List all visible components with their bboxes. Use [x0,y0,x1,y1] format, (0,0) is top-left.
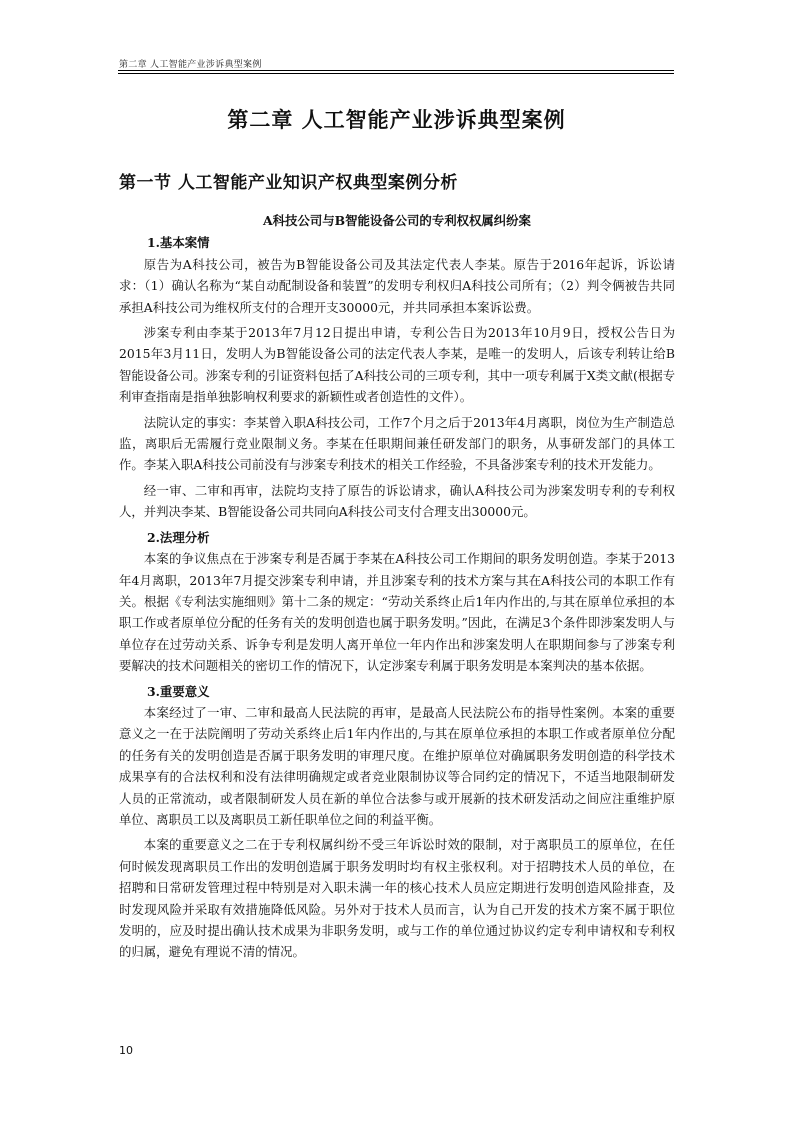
body-content [119,210,675,967]
case-title: A科技公司与B智能设备公司的专利权权属纠纷案 [263,213,531,228]
subheading-basic-facts: 1.基本案情 [147,235,210,251]
paragraph: 本案的争议焦点在于涉案专利是否属于李某在A科技公司工作期间的职务发明创造。李某于2013年4月离职，2013年7月提交涉案专利申请，并且涉案专利的技术方案与其在A科技公司的本职工作有关。根据《专利法实施细则》第十二条的规定：“劳动关系终止后1年内作出的,与其在原单位承担的本职工作或者原单位分配的任务有关的发明创造也属于职务发明。”因此，在满足3个条件即涉案发明人与单位存在过劳动关系、诉争专利是发明人离开单位一年内作出和涉案发明人在职期间参与了涉案专利要解决的技术问题相关的密切工作的情况下，认定涉案专利属于职务发明是本案判决的基本依据。 [119,551,675,674]
paragraph: 法院认定的事实：李某曾入职A科技公司，工作7个月之后于2013年4月离职，岗位为生产制造总监，离职后无需履行竞业限制义务。李某在任职期间兼任研发部门的职务，从事研发部门的具体工作。李某入职A科技公司前没有与涉案专利技术的相关工作经验，不具备涉案专利的技术开发能力。 [119,414,675,473]
paragraph: 经一审、二审和再审，法院均支持了原告的诉讼请求，确认A科技公司为涉案发明专利的专利权人，并判决李某、B智能设备公司共同向A科技公司支付合理支出30000元。 [119,482,675,520]
chapter-title: 第二章 人工智能产业涉诉典型案例 [227,108,566,132]
subheading-legal-analysis: 2.法理分析 [147,529,210,545]
header-rule-thick [118,73,674,74]
section-title: 第一节 人工智能产业知识产权典型案例分析 [119,173,458,193]
running-header: 第二章 人工智能产业涉诉典型案例 [119,60,262,70]
header-rule [118,70,674,71]
paragraph: 本案的重要意义之二在于专利权属纠纷不受三年诉讼时效的限制，对于离职员工的原单位，在任何时候发现离职员工作出的发明创造属于职务发明时均有权主张权利。对于招聘技术人员的单位，在招聘和日常研发管理过程中特别是对入职未满一年的核心技术人员应定期进行发明创造风险排查，及时发现风险并采取有效措施降低风险。另外对于技术人员而言，认为自己开发的技术方案不属于职位发明的，应及时提出确认技术成果为非职务发明，或与工作的单位通过协议约定专利申请权和专利权的归属，避免有理说不清的情况。 [119,837,675,960]
paragraph: 涉案专利由李某于2013年7月12日提出申请，专利公告日为2013年10月9日，授权公告日为2015年3月11日，发明人为B智能设备公司的法定代表人李某，是唯一的发明人，后该专利转让给B智能设备公司。涉案专利的引证资料包括了A科技公司的三项专利，其中一项专利属于X类文献(根据专利审查指南是指单独影响权利要求的新颖性或者创造性的文件）。 [119,325,675,405]
paragraph: 原告为A科技公司，被告为B智能设备公司及其法定代表人李某。原告于2016年起诉，诉讼请求：（1）确认名称为“某自动配制设备和装置”的发明专利权归A科技公司所有；（2）判令俩被告共同承担A科技公司为维权所支付的合理开支30000元，并共同承担本案诉讼费。 [119,256,675,315]
paragraph: 本案经过了一审、二审和最高人民法院的再审，是最高人民法院公布的指导性案例。本案的重要意义之一在于法院阐明了劳动关系终止后1年内作出的,与其在原单位承担的本职工作或者原单位分配的任务有关的发明创造是否属于职务发明的审理尺度。在维护原单位对确属职务发明创造的科学技术成果享有的合法权利和没有法律明确规定或者竞业限制协议等合同约定的情况下，不适当地限制研发人员的正常流动，或者限制研发人员在新的单位合法参与或开展新的技术研发活动之间应注重维护原单位、离职员工以及离职员工新任职单位之间的利益平衡。 [119,704,675,827]
page-number: 10 [119,1044,133,1057]
subheading-significance: 3.重要意义 [147,683,210,699]
